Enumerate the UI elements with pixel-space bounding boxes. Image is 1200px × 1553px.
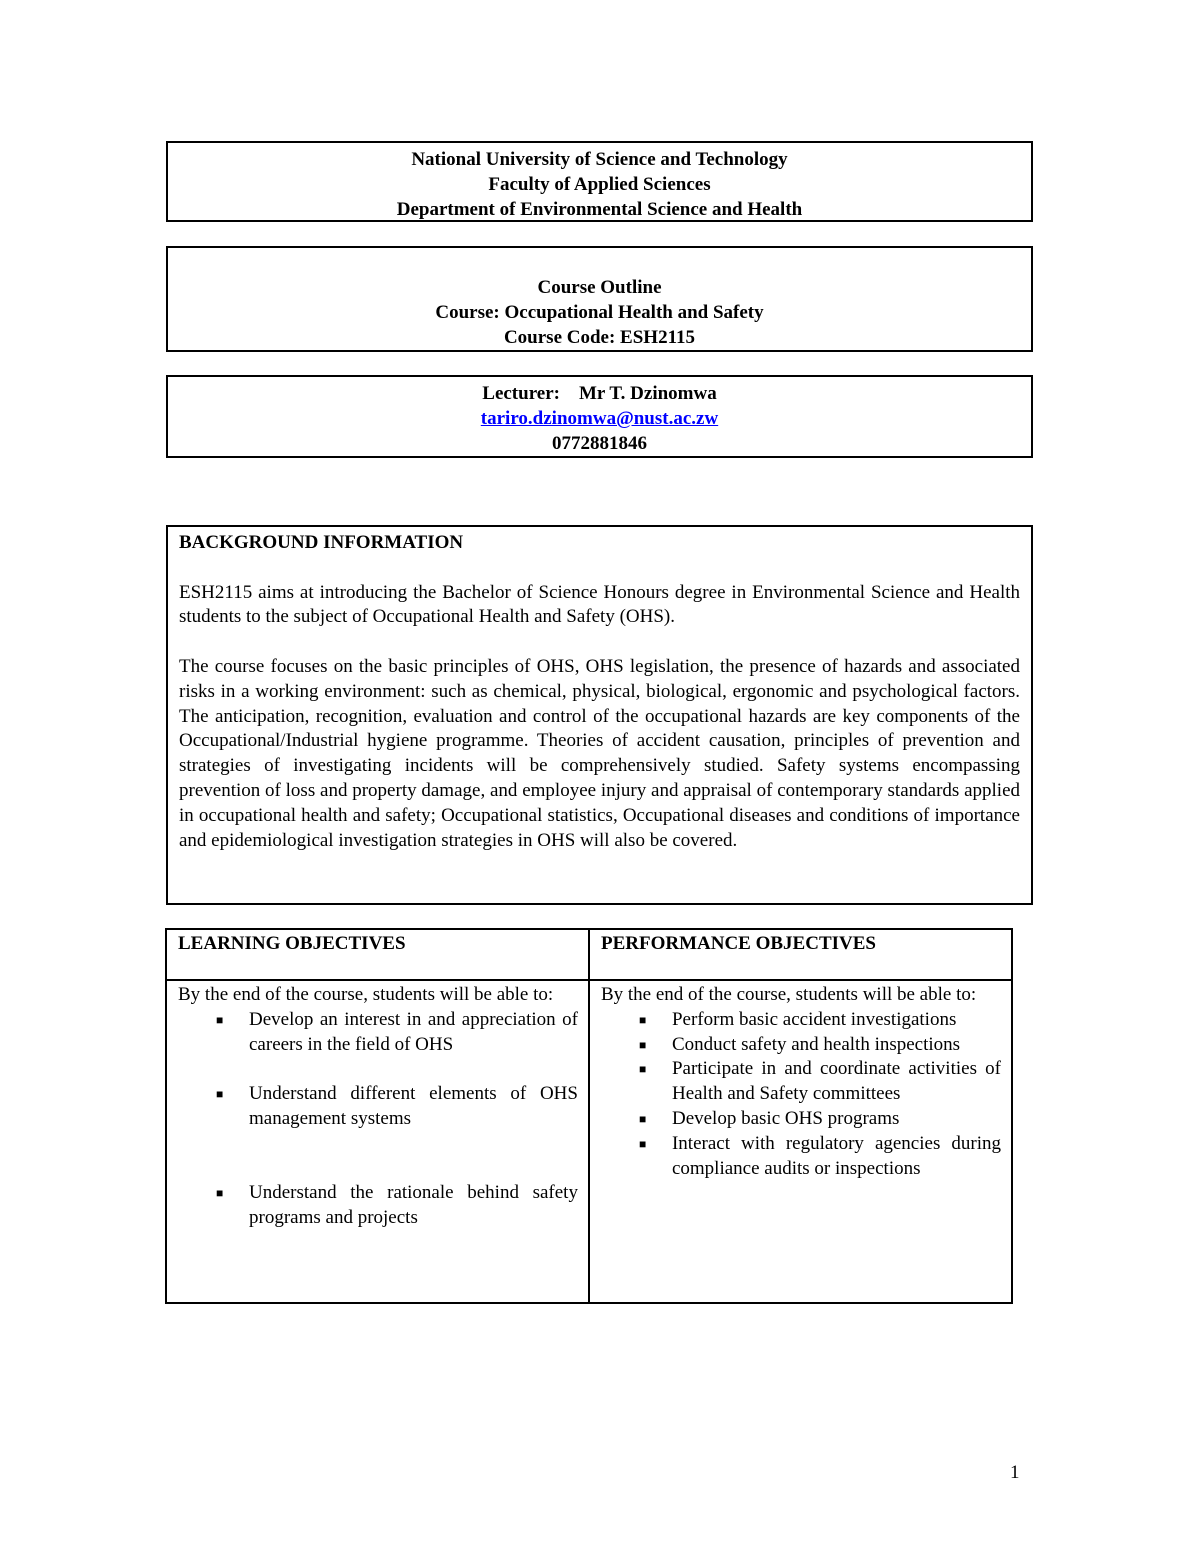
square-bullet-icon: ■	[216, 1186, 224, 1201]
square-bullet-icon: ■	[638, 1037, 647, 1052]
performance-objectives-list	[601, 1008, 1001, 1182]
background-title: BACKGROUND INFORMATION	[179, 532, 464, 553]
learning-objectives-list	[178, 1008, 578, 1231]
square-bullet-icon: ■	[638, 1062, 647, 1077]
course-info-box	[166, 246, 1033, 352]
learning-intro: By the end of the course, students will be able to:	[178, 984, 554, 1005]
square-bullet-icon: ■	[216, 1012, 224, 1027]
page-number: 1	[1010, 1462, 1020, 1483]
square-bullet-icon: ■	[638, 1136, 647, 1151]
faculty-name: Faculty of Applied Sciences	[488, 174, 711, 195]
lecturer-email-link[interactable]: tariro.dzinomwa@nust.ac.zw	[480, 408, 719, 429]
objectives-body-row	[166, 980, 1012, 1303]
lecturer-info-box	[166, 375, 1033, 458]
lecturer-name: Lecturer: Mr T. Dzinomwa	[482, 383, 717, 404]
square-bullet-icon: ■	[638, 1012, 647, 1027]
list-item: ■ Develop an interest in and appreciation of careers in the field of OHS	[216, 1008, 578, 1055]
background-paragraph-2: The course focuses on the basic principles of OHS, OHS legislation, the presence of hazards and associated risks in a working environment: such as chemical, physical, biological, ergonomic and psychological factors. The anticipation, recognition, evaluation and control of the occupational hazards are key components of the Occupational/Industrial hygiene programme. Theories of accident causation, principles of prevention and strategies of investigating incidents will be comprehensively studied. Safety systems encompassing prevention of loss and property damage, and employee injury and appraisal of contemporary standards applied in occupational health and safety; Occupational statistics, Occupational diseases and conditions of importance and epidemiological investigation strategies in OHS will also be covered.	[179, 655, 1020, 851]
course-name: Course: Occupational Health and Safety	[435, 302, 764, 323]
course-code: Course Code: ESH2115	[503, 327, 696, 348]
list-item: ■ Understand the rationale behind safety programs and projects	[216, 1182, 578, 1229]
course-outline-title: Course Outline	[537, 277, 662, 298]
institution-header-box	[166, 141, 1033, 222]
department-name: Department of Environmental Science and Health	[396, 199, 803, 220]
lecturer-phone: 0772881846	[552, 433, 647, 454]
learning-objectives-cell	[166, 980, 589, 1303]
background-information-box	[166, 525, 1033, 905]
performance-intro: By the end of the course, students will be able to:	[600, 984, 977, 1005]
square-bullet-icon: ■	[216, 1087, 224, 1102]
list-item: ■ Understand different elements of OHS management systems	[216, 1083, 578, 1129]
learning-objectives-header: LEARNING OBJECTIVES	[166, 929, 589, 980]
background-paragraph-1: ESH2115 aims at introducing the Bachelor of Science Honours degree in Environmental Science and Health students to the subject of Occupational Health and Safety (OHS).	[179, 581, 1020, 628]
list-item: ■ Develop basic OHS programs	[601, 1107, 1001, 1132]
university-name: National University of Science and Technology	[411, 149, 788, 170]
objectives-header-row	[166, 929, 1012, 980]
performance-objectives-cell	[589, 980, 1012, 1303]
list-item: ■ Conduct safety and health inspections	[601, 1033, 1001, 1058]
performance-objectives-header: PERFORMANCE OBJECTIVES	[589, 929, 1012, 980]
list-item: ■ Perform basic accident investigations	[601, 1008, 1001, 1033]
square-bullet-icon: ■	[638, 1111, 647, 1126]
objectives-table	[165, 928, 1013, 1304]
list-item: ■ Participate in and coordinate activities of Health and Safety committees	[638, 1058, 1001, 1105]
list-item: ■ Interact with regulatory agencies during compliance audits or inspections	[638, 1132, 1001, 1179]
